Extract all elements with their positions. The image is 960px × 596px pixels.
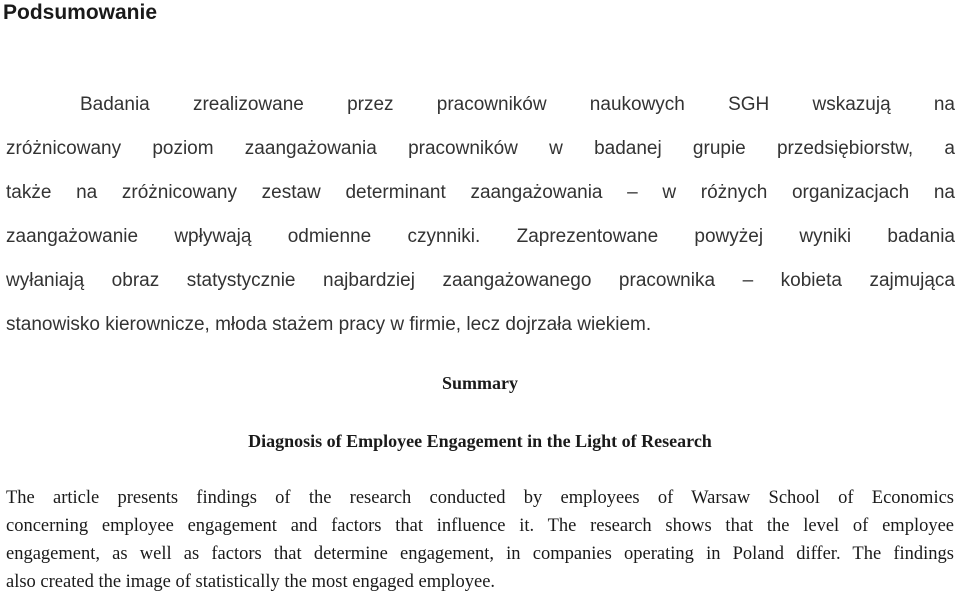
- paragraph-line: zaangażowanie wpływają odmienne czynniki. Zaprezentowane powyżej wyniki badania: [6, 226, 955, 247]
- paragraph-line: zróżnicowany poziom zaangażowania pracowników w badanej grupie przedsiębiorstw, a: [6, 138, 955, 159]
- summary-subtitle: Diagnosis of Employee Engagement in the Light of Research: [248, 431, 712, 451]
- paragraph-line: concerning employee engagement and factors that influence it. The research shows that the level of employee: [6, 516, 954, 536]
- paragraph-line: also created the image of statistically the most engaged employee.: [6, 572, 496, 592]
- paragraph-line: engagement, as well as factors that determine engagement, in companies operating in Poland differ. The findings: [6, 544, 954, 564]
- paragraph-line: wyłaniają obraz statystycznie najbardziej zaangażowanego pracownika – kobieta zajmująca: [6, 270, 955, 291]
- english-summary-paragraph: [6, 484, 954, 596]
- paragraph-line: stanowisko kierownicze, młoda stażem pracy w firmie, lecz dojrzała wiekiem.: [6, 314, 652, 335]
- paragraph-line: The article presents findings of the research conducted by employees of Warsaw School of Economics: [6, 488, 954, 508]
- polish-summary-paragraph: [6, 83, 955, 347]
- paragraph-line: także na zróżnicowany zestaw determinant zaangażowania – w różnych organizacjach na: [6, 182, 955, 203]
- section-heading: Podsumowanie: [3, 1, 158, 24]
- summary-title: Summary: [442, 373, 518, 393]
- paragraph-line: Badania zrealizowane przez pracowników naukowych SGH wskazują na: [80, 94, 955, 115]
